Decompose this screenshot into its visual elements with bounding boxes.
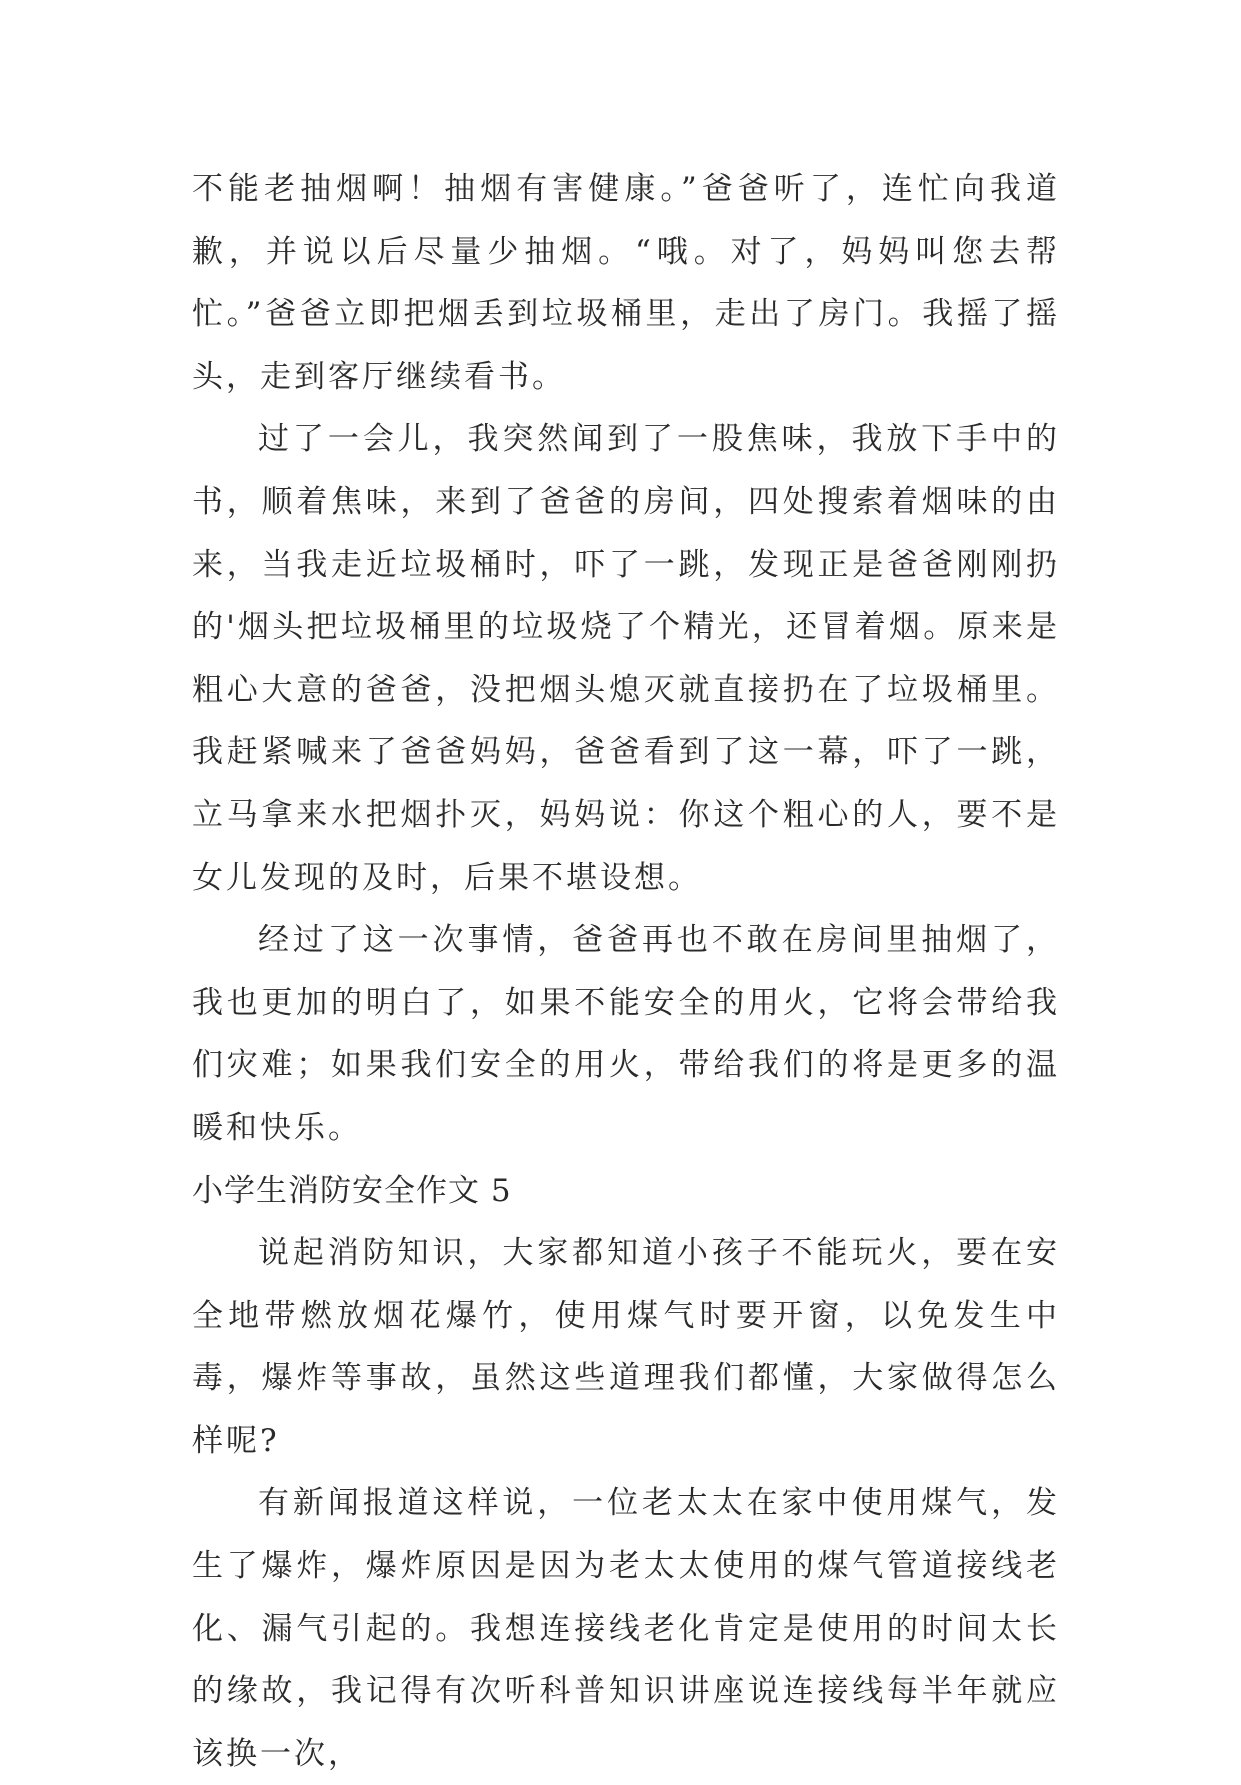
paragraph: 过了一会儿，我突然闻到了一股焦味，我放下手中的书，顺着焦味，来到了爸爸的房间，四处搜索着烟味的由来，当我走近垃圾桶时，吓了一跳，发现正是爸爸刚刚扔的'烟头把垃圾桶里的垃圾烧了个精光，还冒着烟。原来是粗心大意的爸爸，没把烟头熄灭就直接扔在了垃圾桶里。我赶紧喊来了爸爸妈妈，爸爸看到了这一幕，吓了一跳，立马拿来水把烟扑灭，妈妈说：你这个粗心的人，要不是女儿发现的及时，后果不堪设想。 bbox=[192, 421, 1060, 896]
paragraph: 说起消防知识，大家都知道小孩子不能玩火，要在安全地带燃放烟花爆竹，使用煤气时要开窗，以免发生中毒，爆炸等事故，虽然这些道理我们都懂，大家做得怎么样呢? bbox=[192, 1235, 1060, 1459]
document-body bbox=[192, 158, 1060, 1785]
section-heading: 小学生消防安全作文 5 bbox=[192, 1172, 512, 1209]
paragraph: 不能老抽烟啊！抽烟有害健康。”爸爸听了，连忙向我道歉，并说以后尽量少抽烟。“哦。对了，妈妈叫您去帮忙。”爸爸立即把烟丢到垃圾桶里，走出了房门。我摇了摇头，走到客厅继续看书。 bbox=[192, 171, 1060, 395]
paragraph: 有新闻报道这样说，一位老太太在家中使用煤气，发生了爆炸，爆炸原因是因为老太太使用的煤气管道接线老化、漏气引起的。我想连接线老化肯定是使用的时间太长的缘故，我记得有次听科普知识讲座说连接线每半年就应该换一次， bbox=[192, 1485, 1060, 1772]
paragraph: 经过了这一次事情，爸爸再也不敢在房间里抽烟了，我也更加的明白了，如果不能安全的用火，它将会带给我们灾难；如果我们安全的用火，带给我们的将是更多的温暖和快乐。 bbox=[192, 922, 1060, 1146]
